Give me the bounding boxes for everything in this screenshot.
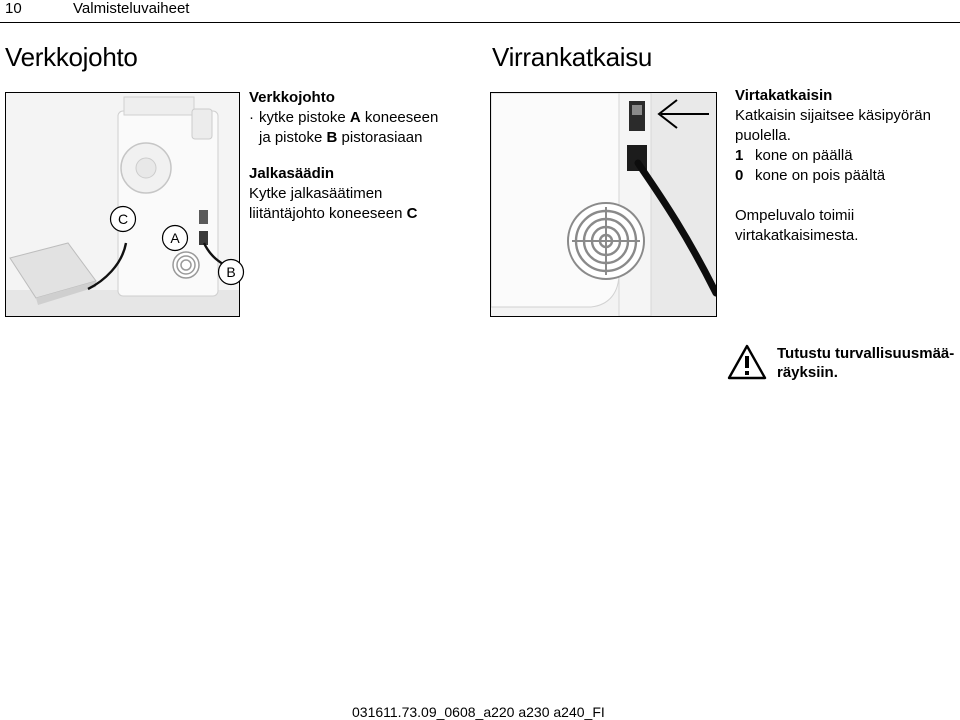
callout-a-label: A [170,230,180,246]
switch-off-text: kone on pois päältä [755,167,886,184]
sewing-light-line-1: Ompeluvalo toimii [735,207,855,224]
plug-a-ref: A [349,109,361,126]
switch-off-symbol: 0 [735,167,744,184]
switch-on-row [735,146,957,166]
foot-control-line-1: Kytke jalkasäätimen [249,185,383,202]
foot-control-instructions [249,164,479,224]
callout-a [161,224,189,252]
main-switch-instructions [735,86,957,246]
power-cord-step-2-text: ja pistoke [259,129,327,146]
connector-c-ref: C [406,205,418,222]
switch-off-row [735,166,957,186]
warning-triangle-icon [727,344,767,380]
power-cord-step-2 [249,128,479,148]
switch-on-symbol: 1 [735,147,744,164]
main-switch-heading: Virtakatkaisin [735,87,833,104]
power-cord-step-1-text: kytke pistoke [259,109,350,126]
callout-c-label: C [117,211,129,227]
safety-notice-line-2: räyksiin. [777,364,838,381]
power-cord-heading: Verkkojohto [249,89,335,106]
power-cord-step-2-suffix: pistorasiaan [337,129,423,146]
paragraph-spacer [735,186,957,206]
fan-grille-icon [568,203,644,279]
main-switch-line-1: Katkaisin sijaitsee käsipyörän [735,107,931,124]
plug-b-ref: B [326,129,338,146]
sewing-light-line-2: virtakatkaisimesta. [735,227,859,244]
foot-control-heading: Jalkasäädin [249,165,335,182]
power-cord-step-1-suffix: koneeseen [360,109,439,126]
bullet: · [249,109,254,126]
safety-notice [777,344,957,382]
running-title: Valmisteluvaiheet [73,0,190,17]
main-switch-line-2: puolella. [735,127,791,144]
power-cord-instructions [249,88,479,148]
document-code: 031611.73.09_0608_a220 a230 a240_FI [352,704,605,720]
callout-b [217,258,245,286]
section-title-main-switch: Virrankatkaisu [492,42,653,72]
foot-control-line-2 [249,204,479,224]
section-title-power-cord: Verkkojohto [5,42,138,72]
page-number: 10 [5,0,22,17]
callout-b-label: B [226,264,236,280]
power-cord-step-1 [249,108,479,128]
safety-notice-line-1: Tutustu turvallisuusmää- [777,345,955,362]
switch-on-text: kone on päällä [755,147,853,164]
foot-control-line-2-text: liitäntäjohto koneeseen [249,205,407,222]
header-rule [0,22,960,23]
callout-c [109,205,137,233]
left-arrow-icon [655,97,715,131]
